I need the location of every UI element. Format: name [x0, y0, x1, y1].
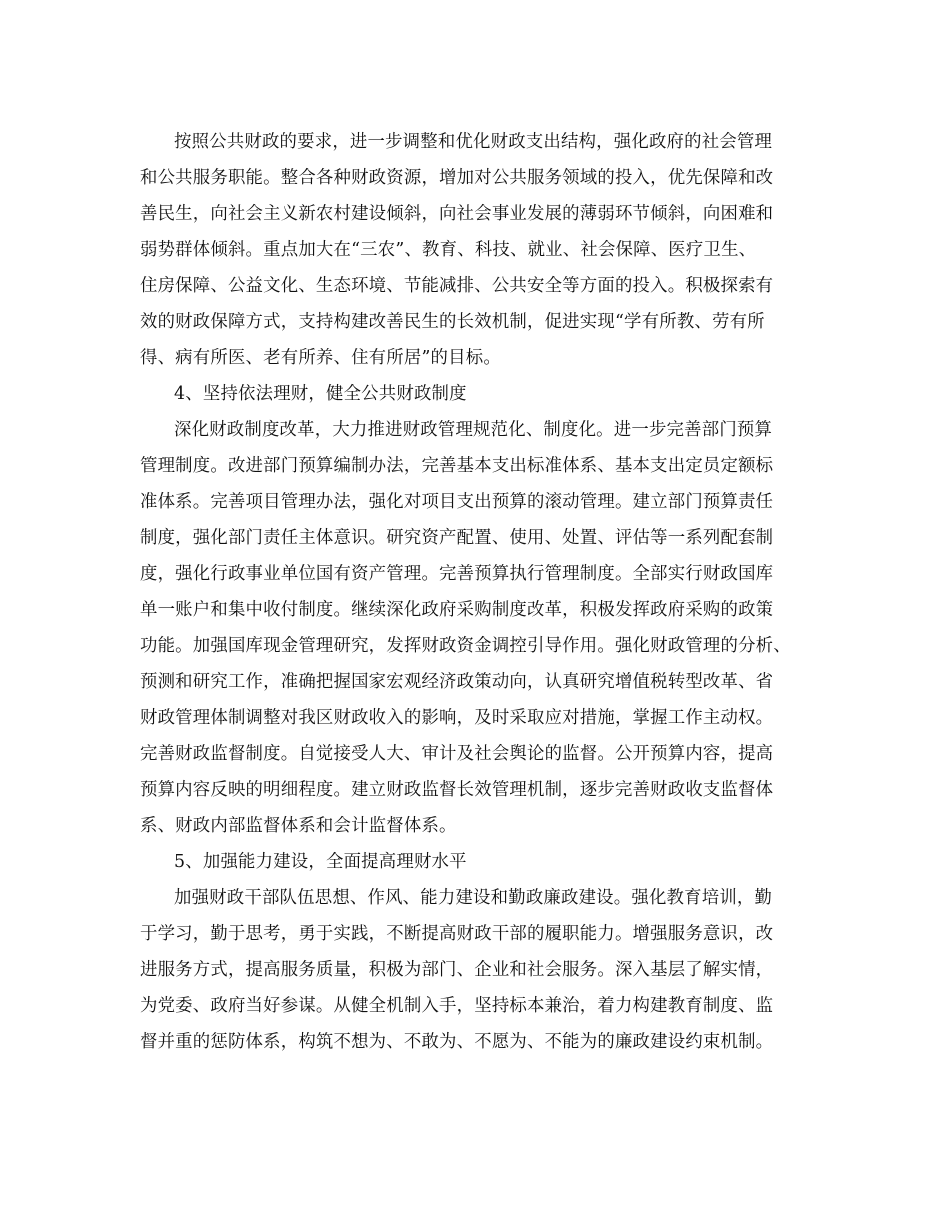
paragraph-line: 为党委、政府当好参谋。从健全机制入手，坚持标本兼治，着力构建教育制度、监 [140, 996, 774, 1016]
paragraph-line: 住房保障、公益文化、生态环境、节能减排、公共安全等方面的投入。积极探索有 [140, 276, 774, 296]
paragraph-line: 弱势群体倾斜。重点加大在“三农”、教育、科技、就业、社会保障、医疗卫生、 [140, 240, 757, 260]
paragraph-line: 进服务方式，提高服务质量，积极为部门、企业和社会服务。深入基层了解实情， [140, 960, 774, 980]
paragraph-line: 预测和研究工作，准确把握国家宏观经济政策动向，认真研究增值税转型改革、省 [140, 672, 774, 692]
paragraph-line: 预算内容反映的明细程度。建立财政监督长效管理机制，逐步完善财政收支监督体 [140, 780, 774, 800]
paragraph-line: 深化财政制度改革，大力推进财政管理规范化、制度化。进一步完善部门预算 [174, 420, 773, 440]
paragraph-line: 于学习，勤于思考，勇于实践，不断提高财政干部的履职能力。增强服务意识，改 [140, 924, 774, 944]
paragraph-line: 制度，强化部门责任主体意识。研究资产配置、使用、处置、评估等一系列配套制 [140, 528, 774, 548]
paragraph-line: 完善财政监督制度。自觉接受人大、审计及社会舆论的监督。公开预算内容，提高 [140, 744, 774, 764]
paragraph-line: 效的财政保障方式，支持构建改善民生的长效机制，促进实现“学有所教、劳有所 [140, 312, 765, 332]
paragraph-line: 度，强化行政事业单位国有资产管理。完善预算执行管理制度。全部实行财政国库 [140, 564, 774, 584]
paragraph-line: 功能。加强国库现金管理研究，发挥财政资金调控引导作用。强化财政管理的分析、 [140, 636, 791, 656]
paragraph-line: 善民生，向社会主义新农村建设倾斜，向社会事业发展的薄弱环节倾斜，向困难和 [140, 204, 774, 224]
paragraph-line: 加强财政干部队伍思想、作风、能力建设和勤政廉政建设。强化教育培训，勤 [174, 888, 773, 908]
paragraph-line: 得、病有所医、老有所养、住有所居”的目标。 [140, 348, 501, 368]
section-heading: 4、坚持依法理财，健全公共财政制度 [174, 384, 467, 404]
paragraph-line: 财政管理体制调整对我区财政收入的影响，及时采取应对措施，掌握工作主动权。 [140, 708, 774, 728]
paragraph-line: 按照公共财政的要求，进一步调整和优化财政支出结构，强化政府的社会管理 [174, 132, 773, 152]
section-heading: 5、加强能力建设，全面提高理财水平 [174, 852, 467, 872]
paragraph-line: 管理制度。改进部门预算编制办法，完善基本支出标准体系、基本支出定员定额标 [140, 456, 774, 476]
paragraph-line: 单一账户和集中收付制度。继续深化政府采购制度改革，积极发挥政府采购的政策 [140, 600, 774, 620]
paragraph-line: 系、财政内部监督体系和会计监督体系。 [140, 816, 457, 836]
paragraph-line: 督并重的惩防体系，构筑不想为、不敢为、不愿为、不能为的廉政建设约束机制。 [140, 1032, 774, 1052]
paragraph-line: 和公共服务职能。整合各种财政资源，增加对公共服务领域的投入，优先保障和改 [140, 168, 774, 188]
paragraph-line: 准体系。完善项目管理办法，强化对项目支出预算的滚动管理。建立部门预算责任 [140, 492, 774, 512]
